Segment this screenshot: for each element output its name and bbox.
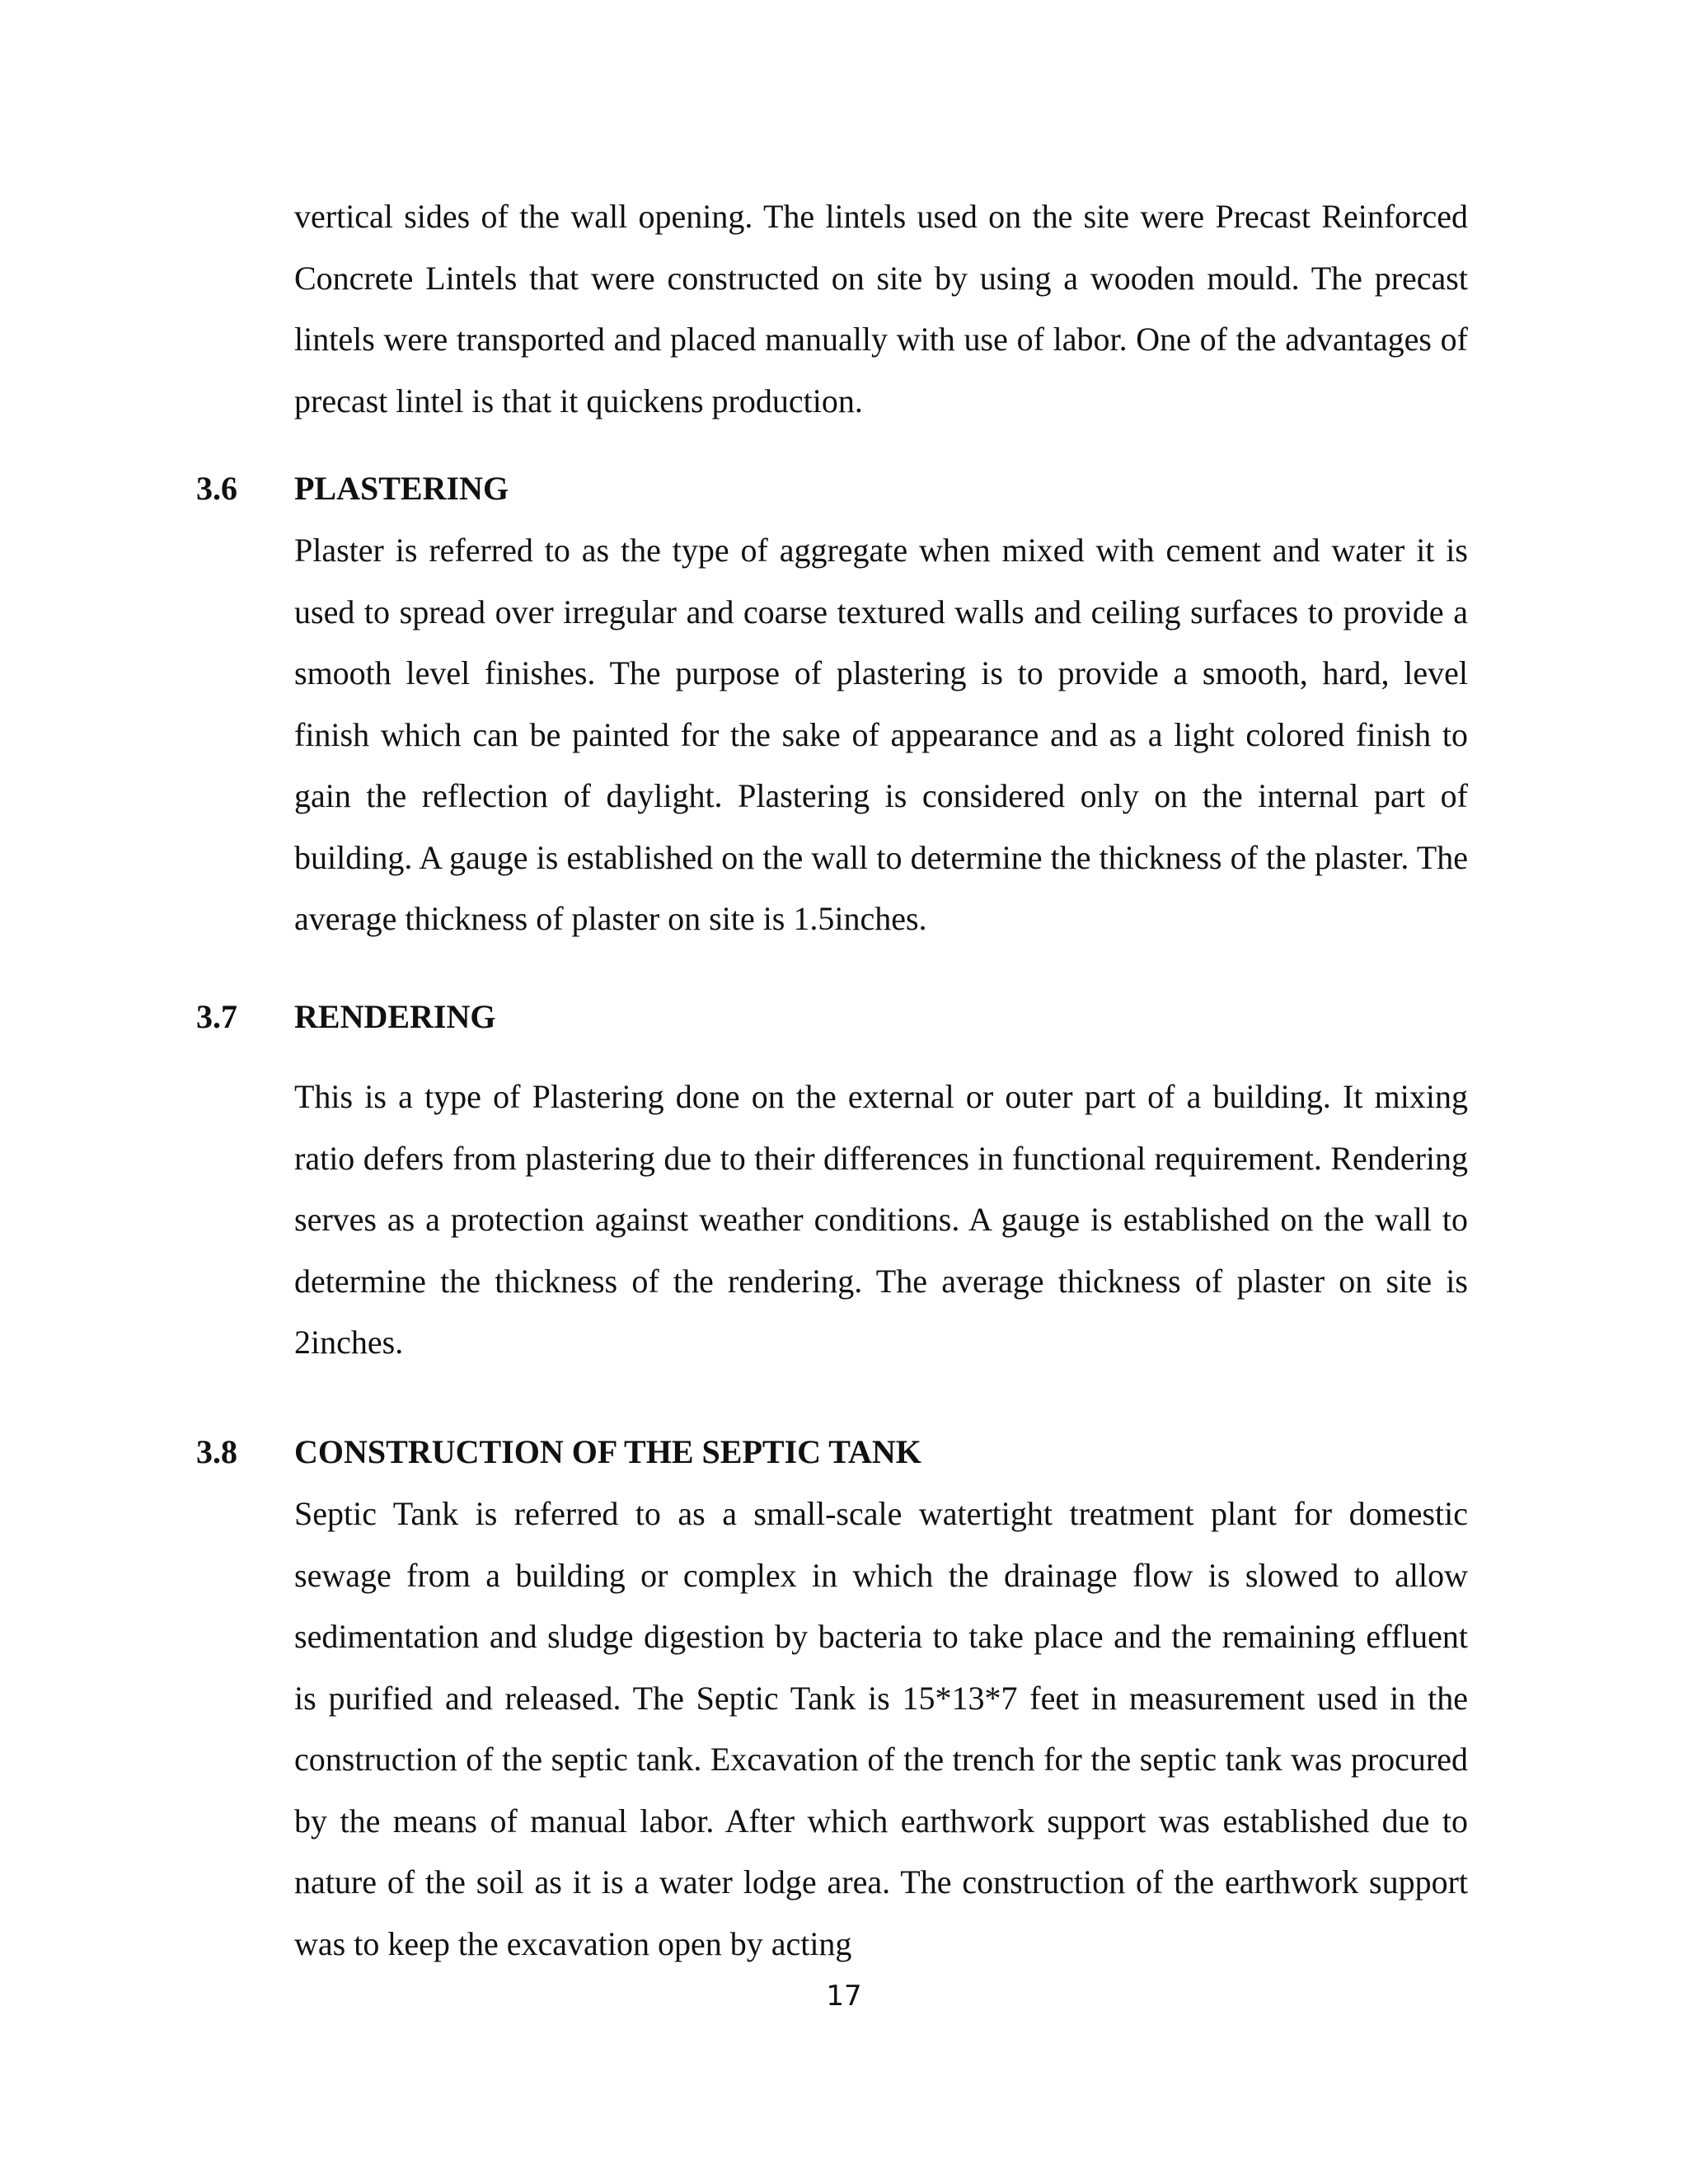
section-number: 3.7: [196, 998, 237, 1035]
section-body-plastering: Plaster is referred to as the type of aggregate when mixed with cement and water it is used to spread over irregular and coarse textured walls and ceiling surfaces to provide a smooth level finishes. The purpose of plastering is to provide a smooth, hard, level finish which can be painted for the sake of appearance and as a light colored finish to gain the reflection of daylight. Plastering is considered only on the internal part of building. A gauge is established on the wall to determine the thickness of the plaster. The average thickness of plaster on site is 1.5inches.: [294, 532, 1468, 937]
section-number: 3.8: [196, 1433, 237, 1470]
section-heading-septic-tank: [196, 1432, 1468, 1473]
section-title: RENDERING: [294, 998, 496, 1035]
section-heading-rendering: [196, 996, 1468, 1038]
section-title: PLASTERING: [294, 470, 509, 507]
section-title: CONSTRUCTION OF THE SEPTIC TANK: [294, 1433, 921, 1470]
section-body-rendering: This is a type of Plastering done on the external or outer part of a building. It mixing ratio defers from plastering due to their differences in functional requirement. Rendering serves as a protection against weather conditions. A gauge is established on the wall to determine the thickness of the rendering. The average thickness of plaster on site is 2inches.: [294, 1078, 1468, 1361]
section-body-septic-tank: Septic Tank is referred to as a small-scale watertight treatment plant for domestic sewage from a building or complex in which the drainage flow is slowed to allow sedimentation and sludge digestion by bacteria to take place and the remaining effluent is purified and released. The Septic Tank is 15*13*7 feet in measurement used in the construction of the septic tank. Excavation of the trench for the septic tank was procured by the means of manual labor. After which earthwork support was established due to nature of the soil as it is a water lodge area. The construction of the earthwork support was to keep the excavation open by acting: [294, 1495, 1468, 1962]
page-number: 17: [826, 1980, 862, 2013]
intro-paragraph: vertical sides of the wall opening. The lintels used on the site were Precast Reinforced Concrete Lintels that were constructed on site by using a wooden mould. The precast lintels were transported and placed manually with use of labor. One of the advantages of precast lintel is that it quickens production.: [294, 198, 1468, 419]
section-heading-plastering: [196, 468, 1468, 509]
section-number: 3.6: [196, 470, 237, 507]
